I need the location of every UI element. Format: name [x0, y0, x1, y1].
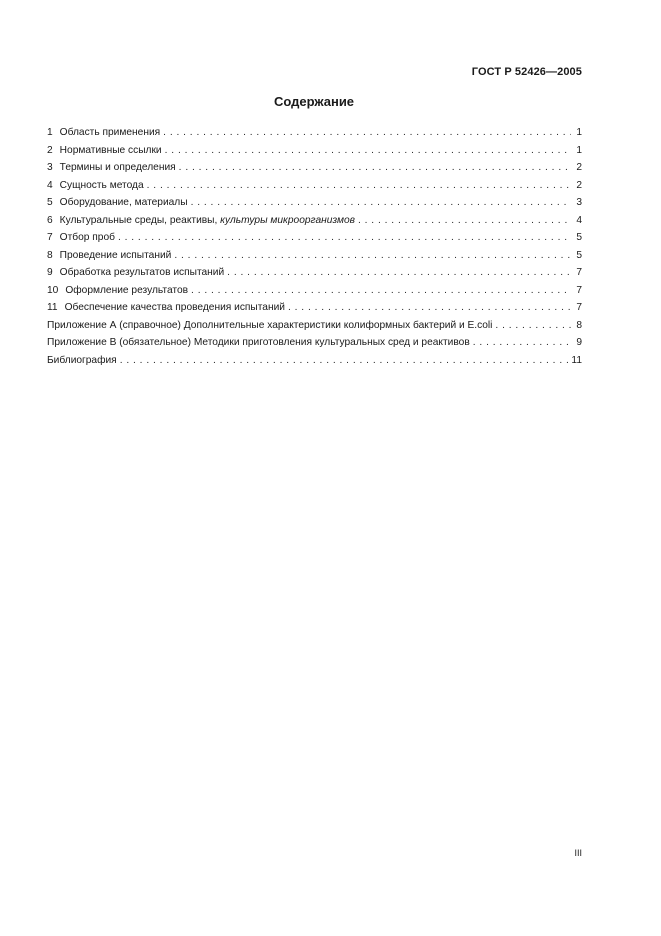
toc-entry-title: [60, 177, 144, 195]
toc-entry-title-text: Приложение В (обязательное) Методики приготовления культуральных сред и реактивов: [47, 337, 470, 348]
toc-entry-number: 4: [47, 179, 53, 191]
toc-dot-leader: [288, 299, 571, 317]
toc-entry-title-text: Обеспечение качества проведения испытаний: [64, 302, 285, 313]
toc-entry-number: 7: [47, 232, 53, 243]
toc-entry-title-text: Область применения: [59, 127, 161, 138]
toc-entry-title-text: Библиография: [47, 354, 117, 366]
toc-entry-title: [65, 282, 188, 300]
toc-entry-title: [47, 317, 492, 335]
toc-entry[interactable]: [47, 264, 582, 282]
toc-entry[interactable]: [47, 124, 582, 142]
toc-entry-title: [60, 124, 160, 142]
table-of-contents: [47, 124, 582, 369]
toc-entry[interactable]: [47, 247, 582, 265]
toc-entry-title-text: Сущность метода: [59, 179, 144, 191]
toc-entry-page: 2: [576, 162, 582, 173]
toc-entry-title-text: Оборудование, материалы: [59, 197, 188, 208]
toc-entry-title-text: Нормативные ссылки: [59, 144, 162, 156]
toc-entry-title-text: Проведение испытаний: [59, 249, 172, 261]
page-number: III: [574, 848, 582, 858]
toc-entry-page: 7: [576, 267, 582, 278]
toc-entry-page: 1: [576, 127, 582, 138]
toc-dot-leader: [358, 212, 571, 230]
toc-entry-number: 1: [47, 127, 53, 138]
toc-entry-title: [60, 159, 176, 177]
toc-entry-number: 11: [47, 302, 58, 313]
toc-entry-title-text: Термины и определения: [59, 162, 176, 173]
toc-entry[interactable]: [47, 282, 582, 300]
toc-entry-page: 7: [576, 284, 582, 296]
toc-entry-title: [47, 352, 117, 370]
toc-entry-page: 2: [576, 179, 582, 191]
toc-dot-leader: [191, 282, 571, 300]
toc-entry-title-text: Оформление результатов: [65, 284, 189, 296]
toc-entry-number: 8: [47, 249, 53, 261]
toc-entry[interactable]: [47, 229, 582, 247]
toc-dot-leader: [147, 177, 571, 195]
toc-entry-page: 3: [576, 197, 582, 208]
toc-entry-title: [60, 142, 162, 160]
toc-dot-leader: [120, 352, 569, 370]
toc-entry[interactable]: [47, 352, 582, 370]
toc-dot-leader: [163, 124, 571, 142]
toc-dot-leader: [174, 247, 571, 265]
toc-entry-page: 9: [576, 337, 582, 348]
toc-entry[interactable]: [47, 142, 582, 160]
toc-dot-leader: [473, 334, 571, 352]
toc-entry-title-text: Приложение А (справочное) Дополнительные характеристики колиформных бактерий и E.coli: [47, 319, 493, 331]
toc-entry-page: 11: [571, 354, 582, 366]
toc-dot-leader: [179, 159, 571, 177]
toc-entry-title-text: Отбор проб: [59, 232, 115, 243]
toc-entry-number: 2: [47, 144, 53, 156]
toc-entry-title: [60, 247, 172, 265]
toc-title: Содержание: [273, 94, 355, 109]
toc-entry-title: [65, 299, 285, 317]
toc-entry[interactable]: [47, 159, 582, 177]
document-code: ГОСТ Р 52426—2005: [471, 66, 582, 78]
toc-entry-title: [60, 212, 355, 230]
toc-entry-page: 1: [576, 144, 582, 156]
toc-entry-number: 9: [47, 267, 53, 278]
toc-entry[interactable]: [47, 212, 582, 230]
toc-entry[interactable]: [47, 177, 582, 195]
toc-entry[interactable]: [47, 194, 582, 212]
toc-entry-number: 6: [47, 214, 53, 226]
toc-entry-title-text: Обработка результатов испытаний: [59, 267, 225, 278]
toc-entry-number: 3: [47, 162, 53, 173]
toc-entry-page: 5: [576, 249, 582, 261]
toc-entry[interactable]: [47, 317, 582, 335]
toc-dot-leader: [118, 229, 571, 247]
toc-entry[interactable]: [47, 299, 582, 317]
toc-entry-page: 5: [576, 232, 582, 243]
toc-entry-title: [47, 334, 470, 352]
toc-entry-page: 7: [576, 302, 582, 313]
toc-dot-leader: [165, 142, 571, 160]
toc-entry-title-text: Культуральные среды, реактивы,: [59, 214, 221, 226]
toc-entry-page: 8: [576, 319, 582, 331]
toc-entry-title: [60, 264, 225, 282]
toc-entry-number: 5: [47, 197, 53, 208]
toc-dot-leader: [495, 317, 571, 335]
toc-dot-leader: [227, 264, 571, 282]
toc-entry[interactable]: [47, 334, 582, 352]
toc-entry-number: 10: [47, 284, 59, 296]
toc-entry-title-italic: культуры микроорганизмов: [220, 214, 355, 226]
toc-entry-title: [60, 229, 115, 247]
toc-dot-leader: [191, 194, 571, 212]
toc-entry-page: 4: [576, 214, 582, 226]
toc-entry-title: [60, 194, 188, 212]
